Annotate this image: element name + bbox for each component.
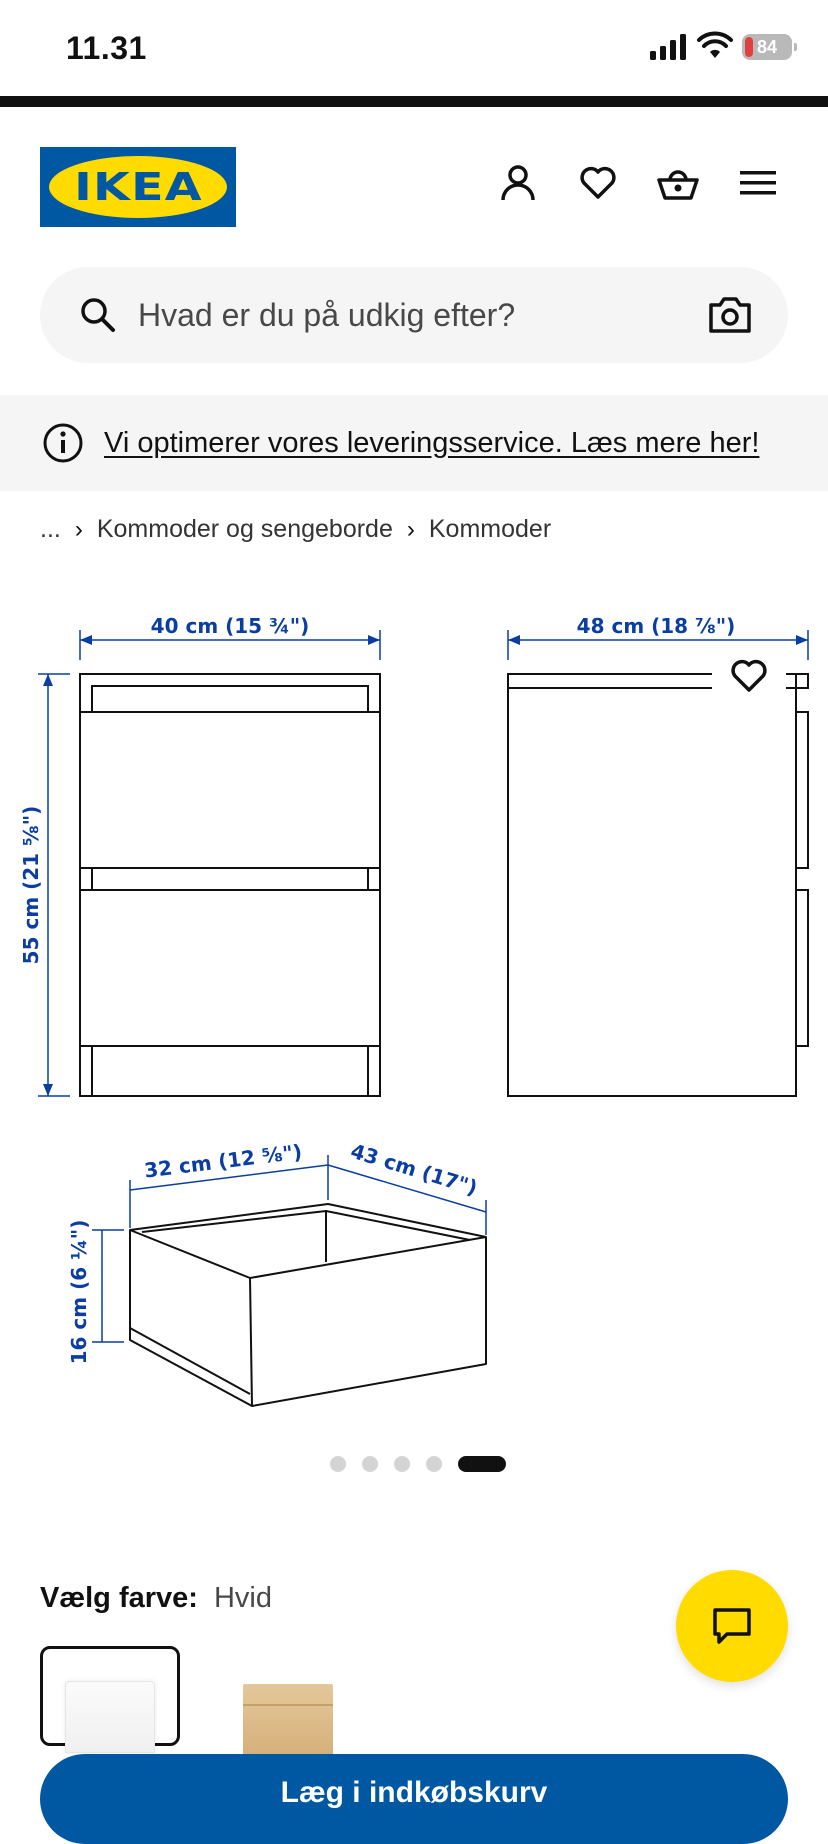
logo-text: IKEA xyxy=(73,165,203,209)
delivery-info-link[interactable]: Vi optimerer vores leveringsservice. Læs mere her! xyxy=(104,426,760,459)
drawer-height-label: 16 cm (6 ¼") xyxy=(67,1219,91,1365)
side-view-drawing xyxy=(508,674,808,1096)
oak-chest-thumbnail xyxy=(243,1684,333,1756)
search-icon xyxy=(78,295,118,335)
drawer-width-label: 32 cm (12 ⅝") xyxy=(142,1139,304,1183)
battery-icon xyxy=(742,34,792,60)
swatch-white[interactable] xyxy=(40,1646,180,1746)
chat-button[interactable] xyxy=(676,1570,788,1682)
color-selection xyxy=(40,1582,272,1615)
product-dimension-image[interactable] xyxy=(0,600,828,1430)
swatch-oak[interactable] xyxy=(218,1646,358,1746)
info-icon xyxy=(42,422,84,464)
breadcrumb xyxy=(40,515,551,544)
logo-oval xyxy=(49,156,227,218)
chat-bubble-icon xyxy=(711,1606,753,1646)
color-label: Vælg farve: xyxy=(40,1582,198,1614)
menu-icon[interactable] xyxy=(738,163,778,203)
status-icons xyxy=(650,34,792,60)
camera-icon[interactable] xyxy=(708,295,752,335)
carousel-dot[interactable] xyxy=(426,1456,442,1472)
heart-icon[interactable] xyxy=(578,163,618,203)
wifi-icon xyxy=(698,34,732,60)
front-height-label: 55 cm (21 ⅝") xyxy=(19,805,43,965)
carousel-dot-active[interactable] xyxy=(458,1456,506,1472)
status-time: 11.31 xyxy=(66,30,147,66)
drawer-drawing xyxy=(130,1204,486,1406)
site-header xyxy=(0,107,828,267)
info-banner xyxy=(0,395,828,491)
status-bar xyxy=(0,0,828,96)
breadcrumb-item[interactable]: Kommoder xyxy=(428,515,552,543)
chevron-right-icon: › xyxy=(406,515,415,543)
color-value: Hvid xyxy=(213,1582,272,1614)
side-depth-label: 48 cm (18 ⅞") xyxy=(576,614,736,638)
breadcrumb-item[interactable]: Kommoder og sengeborde xyxy=(96,515,393,543)
top-divider xyxy=(0,96,828,107)
header-actions xyxy=(498,163,778,203)
carousel-dot[interactable] xyxy=(394,1456,410,1472)
search-bar[interactable] xyxy=(40,267,788,363)
front-view-drawing xyxy=(80,674,380,1096)
drawer-depth-label: 43 cm (17") xyxy=(347,1138,481,1200)
add-to-cart-label: Læg i indkøbskurv xyxy=(280,1776,548,1809)
add-to-cart-button[interactable] xyxy=(40,1754,788,1844)
color-swatches xyxy=(40,1646,358,1724)
search-input[interactable] xyxy=(138,297,708,334)
add-to-favorites-button[interactable] xyxy=(712,648,786,704)
heart-icon xyxy=(730,659,768,693)
front-width-label: 40 cm (15 ¾") xyxy=(150,614,310,638)
carousel-indicator xyxy=(0,1456,828,1472)
carousel-dot[interactable] xyxy=(362,1456,378,1472)
cellular-signal-icon xyxy=(650,34,688,60)
white-chest-thumbnail xyxy=(65,1681,155,1753)
account-icon[interactable] xyxy=(498,163,538,203)
ikea-logo[interactable] xyxy=(40,147,236,227)
basket-icon[interactable] xyxy=(658,163,698,203)
carousel-dot[interactable] xyxy=(330,1456,346,1472)
battery-level: 84 xyxy=(756,36,778,57)
breadcrumb-ellipsis[interactable]: ... xyxy=(40,515,61,543)
chevron-right-icon: › xyxy=(74,515,83,543)
